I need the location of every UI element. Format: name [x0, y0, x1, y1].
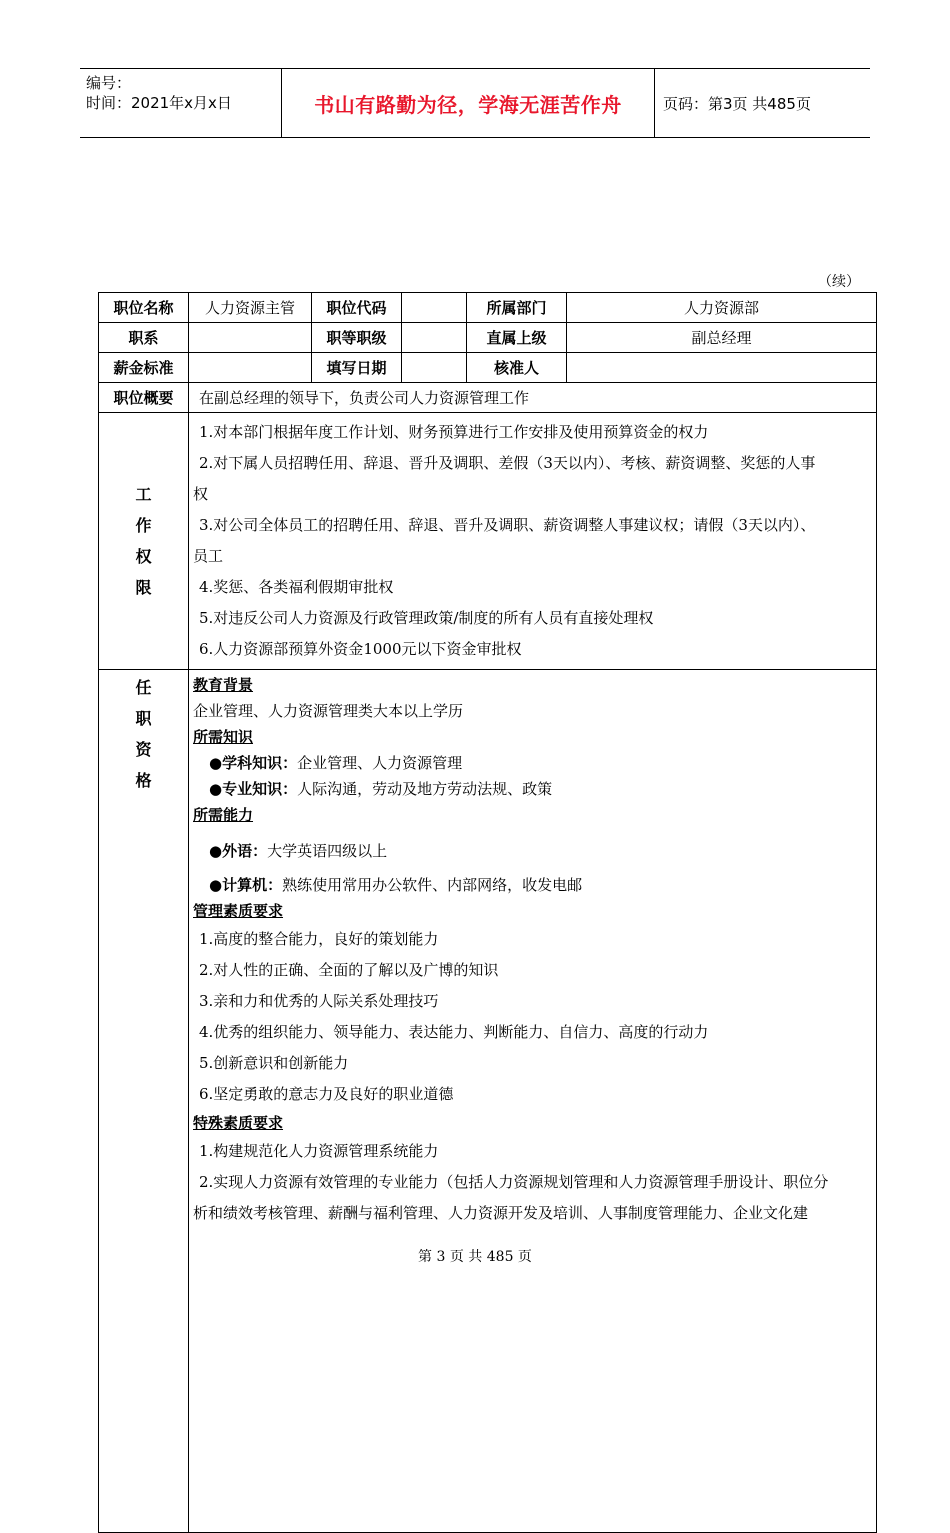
series-value: [189, 323, 312, 353]
list-item: 1.构建规范化人力资源管理系统能力: [199, 1142, 439, 1160]
document-header: [80, 68, 870, 138]
authority-row: [99, 413, 877, 670]
job-description-table: [98, 292, 877, 1533]
superior-label: 直属上级: [467, 323, 567, 353]
list-item: 3.对公司全体员工的招聘任用、辞退、晋升及调职、薪资调整人事建议权；请假（3天以内）、: [199, 516, 816, 534]
list-item: 1.对本部门根据年度工作计划、财务预算进行工作安排及使用预算资金的权力: [199, 423, 709, 441]
table-row: [99, 293, 877, 323]
list-item: ●计算机：熟练使用常用办公软件、内部网络，收发电邮: [209, 876, 583, 894]
position-code-value: [402, 293, 467, 323]
grade-label: 职等职级: [312, 323, 402, 353]
salary-value: [189, 353, 312, 383]
department-value: 人力资源部: [567, 293, 877, 323]
list-item: ●外语：大学英语四级以上: [209, 842, 388, 860]
continued-label: （续）: [818, 274, 860, 290]
time-label: 时间：2021年x月x日: [86, 94, 232, 112]
list-item: 员工: [193, 547, 224, 565]
approver-label: 核准人: [467, 353, 567, 383]
position-name-label: 职位名称: [99, 293, 189, 323]
overview-label: 职位概要: [99, 383, 189, 413]
qualification-label: 任 职 资 格: [99, 670, 189, 1533]
approver-value: [567, 353, 877, 383]
list-item: 4.奖惩、各类福利假期审批权: [199, 578, 394, 596]
knowledge-title: 所需知识: [193, 728, 254, 746]
qualification-content: [189, 670, 877, 1533]
management-title: 管理素质要求: [193, 902, 284, 920]
department-label: 所属部门: [467, 293, 567, 323]
grade-value: [402, 323, 467, 353]
position-code-label: 职位代码: [312, 293, 402, 323]
table-row: [99, 353, 877, 383]
education-title: 教育背景: [193, 676, 254, 694]
fill-date-value: [402, 353, 467, 383]
header-motto: 书山有路勤为径，学海无涯苦作舟: [282, 69, 655, 137]
number-label: 编号：: [86, 74, 132, 92]
list-item: 5.创新意识和创新能力: [199, 1054, 349, 1072]
superior-value: 副总经理: [567, 323, 877, 353]
list-item: 析和绩效考核管理、薪酬与福利管理、人力资源开发及培训、人事制度管理能力、企业文化建: [193, 1204, 809, 1222]
list-item: 1.高度的整合能力，良好的策划能力: [199, 930, 439, 948]
list-item: 权: [193, 485, 209, 503]
list-item: 6.坚定勇敢的意志力及良好的职业道德: [199, 1085, 454, 1103]
header-meta: [80, 69, 282, 137]
salary-label: 薪金标准: [99, 353, 189, 383]
ability-title: 所需能力: [193, 806, 254, 824]
education-text: 企业管理、人力资源管理类大本以上学历: [193, 702, 464, 720]
table-row: [99, 383, 877, 413]
list-item: ●专业知识：人际沟通，劳动及地方劳动法规、政策: [209, 780, 553, 798]
list-item: ●学科知识：企业管理、人力资源管理: [209, 754, 463, 772]
overview-value: 在副总经理的领导下，负责公司人力资源管理工作: [189, 383, 877, 413]
header-page-info: 页码：第3页 共485页: [663, 94, 811, 113]
list-item: 2.对下属人员招聘任用、辞退、晋升及调职、差假（3天以内）、考核、薪资调整、奖惩的人事: [199, 454, 816, 472]
special-title: 特殊素质要求: [193, 1114, 284, 1132]
fill-date-label: 填写日期: [312, 353, 402, 383]
list-item: 2.对人性的正确、全面的了解以及广博的知识: [199, 961, 499, 979]
page-footer: 第 3 页 共 485 页: [418, 1249, 532, 1265]
list-item: 2.实现人力资源有效管理的专业能力（包括人力资源规划管理和人力资源管理手册设计、职位分: [199, 1173, 829, 1191]
table-row: [99, 323, 877, 353]
qualification-row: [99, 670, 877, 1533]
list-item: 5.对违反公司人力资源及行政管理政策/制度的所有人员有直接处理权: [199, 609, 654, 627]
list-item: 3.亲和力和优秀的人际关系处理技巧: [199, 992, 439, 1010]
list-item: 6.人力资源部预算外资金1000元以下资金审批权: [199, 640, 522, 658]
list-item: 4.优秀的组织能力、领导能力、表达能力、判断能力、自信力、高度的行动力: [199, 1023, 709, 1041]
authority-content: [189, 413, 877, 670]
authority-label: 工 作 权 限: [99, 413, 189, 670]
series-label: 职系: [99, 323, 189, 353]
position-name-value: 人力资源主管: [189, 293, 312, 323]
